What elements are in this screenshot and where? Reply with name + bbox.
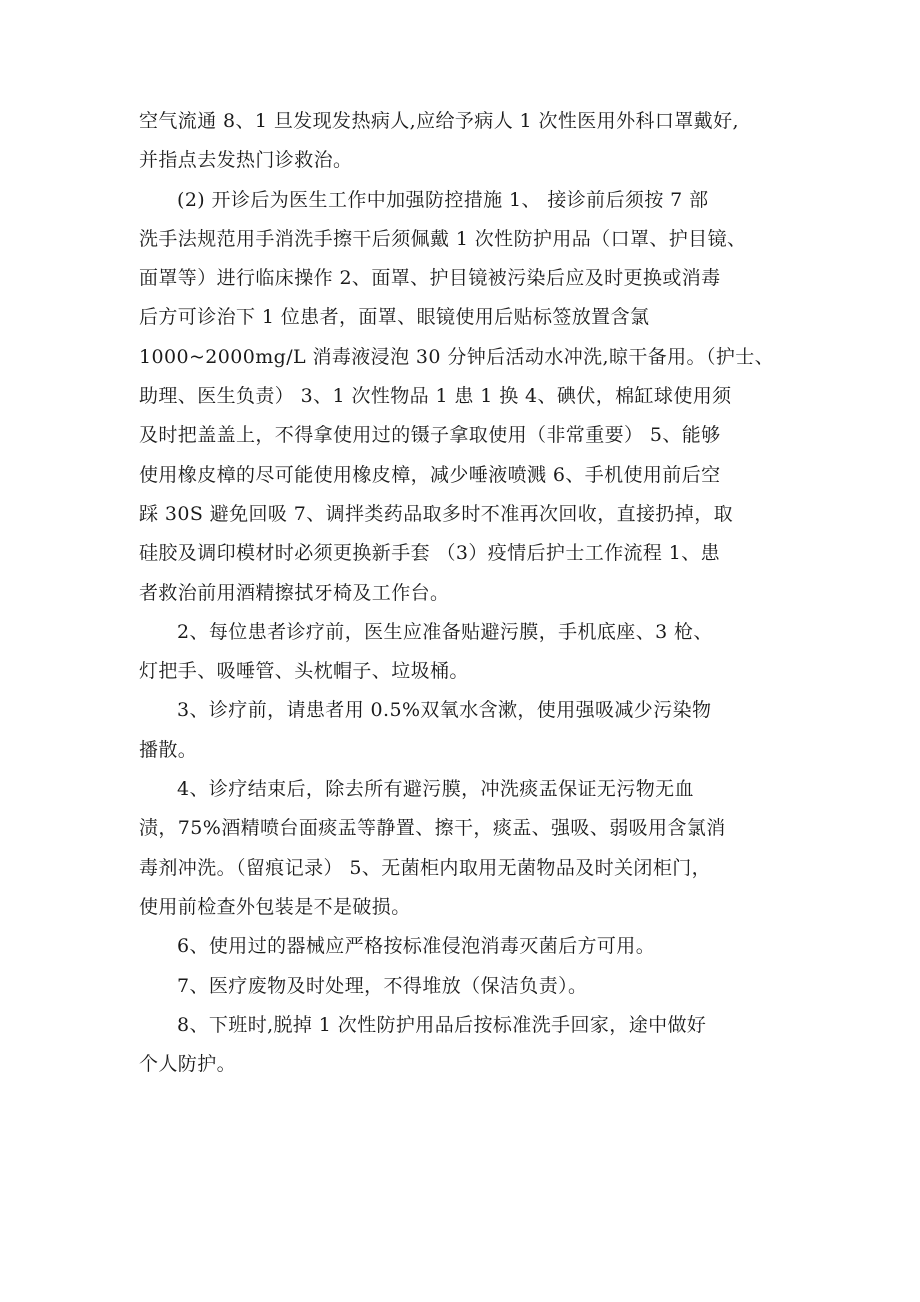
text-line: 3、诊疗前，请患者用 0.5%双氧水含漱，使用强吸减少污染物 — [177, 699, 712, 722]
text-line: 7、医疗废物及时处理，不得堆放（保洁负责）。 — [177, 974, 588, 997]
text-line: 空气流通 8、1 旦发现发热病人,应给予病人 1 次性医用外科口罩戴好, — [139, 110, 739, 132]
text-line: 硅胶及调印模材时必须更换新手套 （3）疫情后护士工作流程 1、患 — [139, 542, 721, 565]
text-line: 面罩等）进行临床操作 2、面罩、护目镜被污染后应及时更换或消毒 — [139, 267, 721, 290]
text-line: 个人防护。 — [139, 1053, 237, 1076]
text-line: 1000~2000mg/L 消毒液浸泡 30 分钟后活动水冲洗,晾干备用。（护士、 — [139, 345, 775, 368]
text-line: 并指点去发热门诊救治。 — [139, 149, 353, 172]
text-line: 洗手法规范用手消洗手擦干后须佩戴 1 次性防护用品（口罩、护目镜、 — [139, 227, 747, 250]
text-line: 毒剂冲洗。（留痕记录） 5、无菌柜内取用无菌物品及时关闭柜门， — [139, 856, 712, 879]
text-line: 8、下班时,脱掉 1 次性防护用品后按标准洗手回家，途中做好 — [177, 1013, 707, 1036]
text-line: 播散。 — [139, 738, 198, 761]
document-body — [139, 102, 789, 1084]
text-line: 后方可诊治下 1 位患者，面罩、眼镜使用后贴标签放置含氯 — [139, 306, 650, 329]
text-line: 4、诊疗结束后，除去所有避污膜，冲洗痰盂保证无污物无血 — [177, 778, 694, 801]
text-line: 踩 30S 避免回吸 7、调拌类药品取多时不准再次回收，直接扔掉，取 — [139, 502, 734, 525]
text-line: 使用橡皮樟的尽可能使用橡皮樟，减少唾液喷溅 6、手机使用前后空 — [139, 463, 721, 486]
text-line: 者救治前用酒精擦拭牙椅及工作台。 — [139, 581, 450, 604]
text-line: 灯把手、吸唾管、头枕帽子、垃圾桶。 — [139, 660, 469, 683]
text-line: 及时把盖盖上，不得拿使用过的镊子拿取使用（非常重要） 5、能够 — [139, 424, 721, 447]
text-line: 使用前检查外包装是不是破损。 — [139, 895, 411, 918]
text-line: 2、每位患者诊疗前，医生应准备贴避污膜，手机底座、3 枪、 — [177, 620, 713, 643]
text-line: 渍，75%酒精喷台面痰盂等静置、擦干，痰盂、强吸、弱吸用含氯消 — [139, 817, 726, 840]
text-line: (2) 开诊后为医生工作中加强防控措施 1、 接诊前后须按 7 部 — [177, 188, 709, 211]
text-line: 助理、医生负责） 3、1 次性物品 1 患 1 换 4、碘伏，棉缸球使用须 — [139, 385, 732, 408]
text-line: 6、使用过的器械应严格按标准侵泡消毒灭菌后方可用。 — [177, 935, 656, 958]
